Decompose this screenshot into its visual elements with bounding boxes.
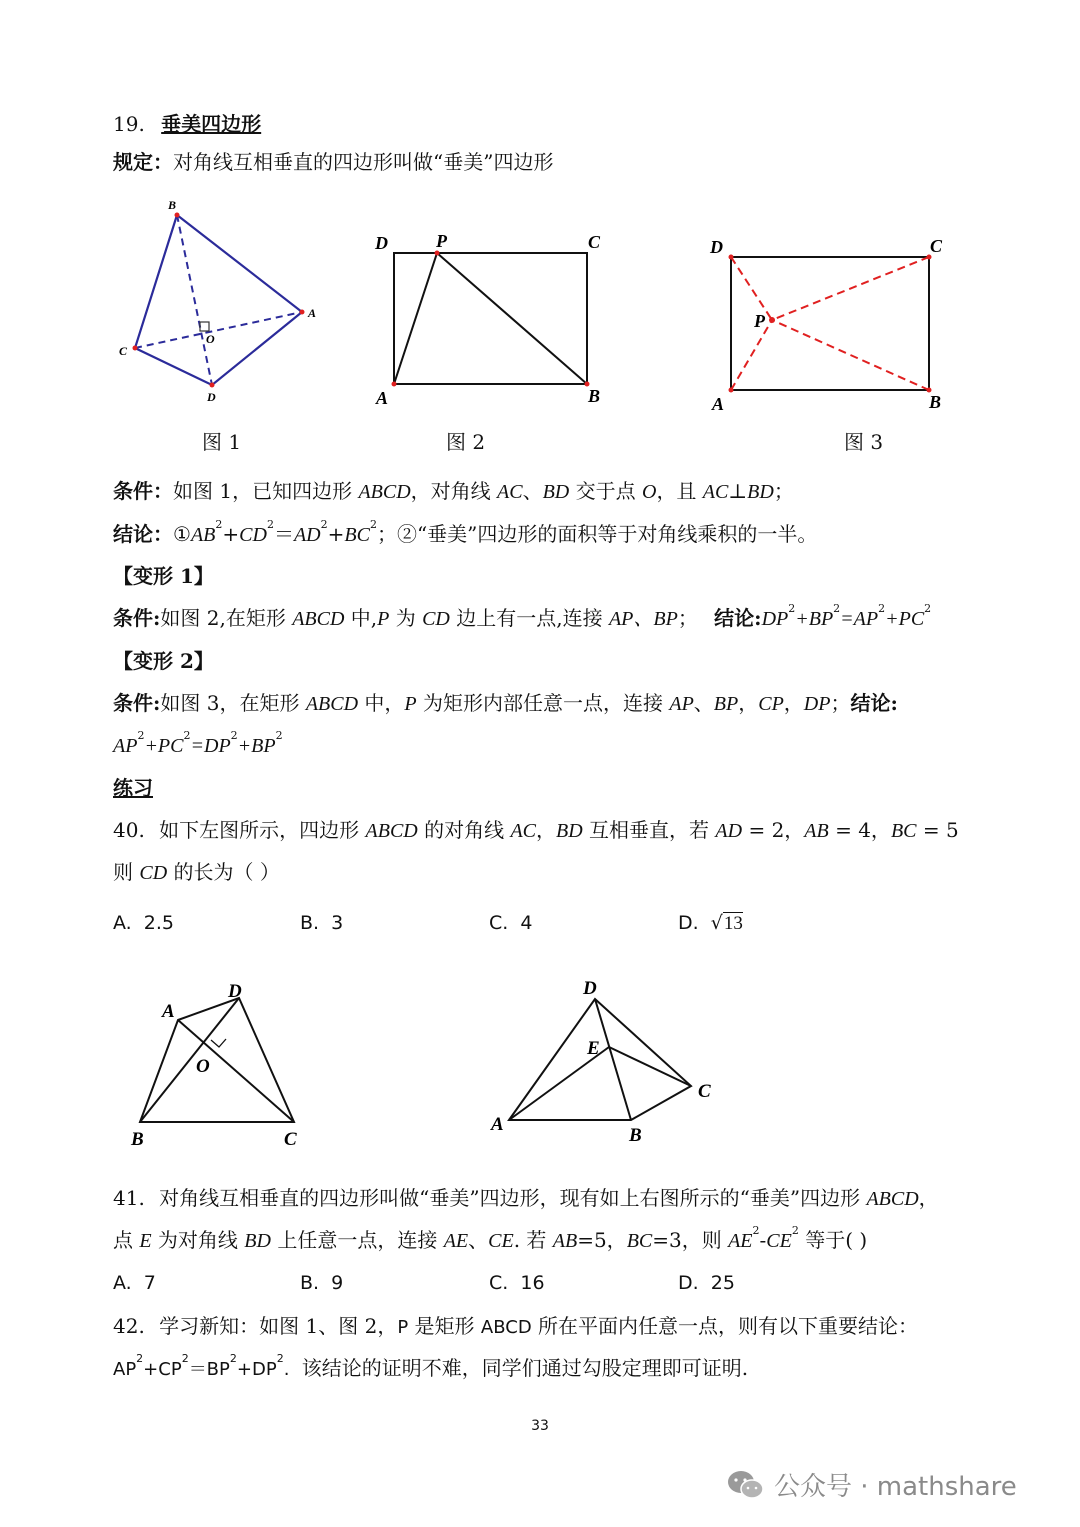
- variant2-var: BP: [713, 693, 739, 715]
- fig3-label-a: A: [712, 394, 725, 414]
- variant1-text: 为: [389, 606, 423, 630]
- watermark: [726, 1466, 1017, 1503]
- q41-text: =3，则: [652, 1228, 729, 1252]
- variant1-var: AP、BP: [608, 608, 678, 630]
- exponent: 2: [229, 1352, 237, 1365]
- exponent: 2: [137, 729, 145, 742]
- q42-text: 所在平面内任意一点，则有以下重要结论：: [531, 1314, 919, 1338]
- q41-text: 对角线互相垂直的四边形叫做“垂美”四边形，现有如上右图所示的“垂美”四边形: [159, 1186, 867, 1210]
- figure-2: [370, 225, 610, 415]
- exponent: 2: [230, 729, 238, 742]
- condition-var: AC⊥BD: [702, 481, 774, 503]
- q40-text: = 5: [916, 818, 959, 842]
- q41-var: CE: [766, 1230, 792, 1252]
- variant2-var: CP: [758, 693, 784, 715]
- q40-label-d: D: [228, 981, 242, 1002]
- condition-text: 如图 1，已知四边形: [173, 479, 359, 503]
- q41-option-a[interactable]: A. 7: [113, 1272, 156, 1294]
- question-number: 42.: [113, 1314, 145, 1338]
- q41-text: =5，: [577, 1228, 627, 1252]
- fig1-quad: [135, 215, 302, 385]
- q40-text: 则: [113, 860, 140, 884]
- fig2-label-b: B: [588, 386, 601, 406]
- fig2-segment-pb: [437, 253, 587, 384]
- condition-var: O: [641, 481, 657, 503]
- exponent: 2: [878, 602, 886, 615]
- variant1-conclusion-label: 结论:: [714, 606, 762, 630]
- formula-term: +PC: [144, 735, 184, 757]
- q40-label-o: O: [196, 1056, 210, 1077]
- q41-segment-ce: [609, 1047, 691, 1086]
- q41-line2: [113, 1226, 867, 1255]
- q41-var: ABCD: [866, 1188, 919, 1210]
- wechat-icon: [726, 1468, 766, 1502]
- variant2-text: 如图 3，在矩形: [160, 691, 306, 715]
- q41-label-e: E: [587, 1038, 600, 1059]
- q41-text: 点: [113, 1228, 140, 1252]
- variant2-label: 条件:: [113, 691, 161, 715]
- condition-var: AC: [497, 481, 523, 503]
- fig1-label-c: C: [119, 344, 128, 358]
- q40-right-angle-mark: [211, 1039, 226, 1047]
- exponent: 2: [266, 518, 274, 531]
- formula-term: +PC: [885, 608, 925, 630]
- q41-text: 、: [468, 1228, 489, 1252]
- variant2-heading: 【变形 2】: [113, 649, 214, 673]
- q41-var: AE: [443, 1230, 469, 1252]
- q40-var: ABCD: [365, 820, 418, 842]
- fig1-right-angle-mark: [200, 322, 209, 331]
- variant1-text: 如图 2,在矩形: [160, 606, 293, 630]
- fig1-label-a: A: [308, 306, 317, 320]
- fig3-label-p: P: [754, 311, 765, 331]
- q40-option-c[interactable]: C. 4: [489, 912, 533, 934]
- condition-label: 条件：: [113, 479, 173, 503]
- q40-text: = 4，: [828, 818, 891, 842]
- q40-label-c: C: [284, 1129, 297, 1150]
- exponent: 2: [276, 1352, 284, 1365]
- exponent: 2: [275, 729, 283, 742]
- fig1-diagonal-bd: [177, 215, 212, 385]
- q41-label-a: A: [491, 1114, 504, 1135]
- exponent: 2: [924, 602, 932, 615]
- page-number: 33: [531, 1418, 549, 1434]
- fig2-label-p: P: [436, 231, 447, 251]
- definition-label: 规定：: [113, 150, 173, 174]
- q41-var: AE: [728, 1230, 753, 1252]
- variant1-text: 中,: [344, 606, 378, 630]
- formula-term: CD: [239, 524, 267, 546]
- formula-op: ＝: [273, 522, 294, 546]
- variant2-text: 中，: [358, 691, 405, 715]
- q40-option-b[interactable]: B. 3: [300, 912, 344, 934]
- condition-text: ，且: [656, 479, 703, 503]
- fig2-caption: 图 2: [446, 430, 486, 454]
- q41-text: 为对角线: [151, 1228, 245, 1252]
- q40-var: CD: [139, 862, 168, 884]
- q40-label-a: A: [162, 1001, 175, 1022]
- q40-text: ，: [536, 818, 557, 842]
- variant2-text: ，: [783, 691, 804, 715]
- condition-text: ；: [773, 479, 794, 503]
- q42-var: ABCD: [480, 1317, 532, 1338]
- q41-text: 上任意一点，连接: [270, 1228, 444, 1252]
- fig3-label-c: C: [930, 236, 943, 256]
- variant1-text: 边上有一点,连接: [449, 606, 609, 630]
- fig3-segment-bp: [772, 320, 929, 390]
- variant1-heading: 【变形 1】: [113, 564, 214, 588]
- exponent: 2: [788, 602, 796, 615]
- q41-label-c: C: [698, 1081, 711, 1102]
- fig2-rectangle: [394, 253, 587, 384]
- q40-var: AD: [715, 820, 743, 842]
- fig3-segment-ap: [731, 320, 772, 390]
- exponent: 2: [183, 729, 191, 742]
- section-number: 19.: [113, 112, 145, 136]
- q40-text: 的长为（ ）: [167, 860, 280, 884]
- variant2-formula: [113, 731, 283, 760]
- variant2-var: P: [404, 693, 417, 715]
- q41-text: . 若: [513, 1228, 553, 1252]
- q40-figure: [120, 975, 320, 1150]
- q42-text: 学习新知：如图 1、图 2，: [159, 1314, 398, 1338]
- formula-term: +CP: [143, 1359, 182, 1380]
- exponent: 2: [369, 518, 377, 531]
- fig1-label-d: D: [207, 390, 216, 404]
- variant1-var: CD: [422, 608, 450, 630]
- variant2-text: 为矩形内部任意一点，连接: [416, 691, 670, 715]
- exponent: 2: [752, 1224, 760, 1237]
- exponent: 2: [181, 1352, 189, 1365]
- formula-term: AD: [293, 524, 321, 546]
- q40-option-d[interactable]: D. √13: [678, 912, 743, 934]
- q41-var: AB: [552, 1230, 578, 1252]
- q41-var: CE: [488, 1230, 514, 1252]
- q40-line2: [113, 858, 280, 887]
- condition-text: 、: [522, 479, 543, 503]
- q41-text: 等于( ): [798, 1228, 868, 1252]
- q41-line1: [113, 1184, 939, 1213]
- conclusion-label: 结论：: [113, 522, 173, 546]
- definition: [113, 148, 553, 176]
- exponent: 2: [791, 1224, 799, 1237]
- q42-text: 是矩形: [408, 1314, 481, 1338]
- section-title: 垂美四边形: [161, 112, 262, 136]
- formula-op: +: [327, 522, 345, 546]
- variant1-line: [113, 604, 931, 633]
- variant1-label: 条件:: [113, 606, 161, 630]
- formula-term: ＝BP: [188, 1359, 230, 1380]
- q40-label-b: B: [131, 1129, 144, 1150]
- exponent: 2: [215, 518, 223, 531]
- fig2-label-c: C: [588, 232, 601, 252]
- variant2-var: DP: [803, 693, 831, 715]
- formula-term: .: [283, 1359, 290, 1380]
- conclusion-text: ①: [173, 522, 191, 546]
- fig2-segment-ap: [394, 253, 437, 384]
- condition-line: [113, 477, 794, 506]
- exponent: 2: [136, 1352, 144, 1365]
- q41-text: ，: [918, 1186, 939, 1210]
- practice-heading: 练习: [113, 776, 153, 800]
- conclusion-text: ；: [376, 522, 397, 546]
- q41-option-b[interactable]: B. 9: [300, 1272, 344, 1294]
- figure-3: [700, 228, 960, 423]
- q41-label-d: D: [583, 978, 597, 999]
- fig2-label-d: D: [375, 233, 388, 253]
- variant2-var: AP: [669, 693, 694, 715]
- q40-var: AB: [804, 820, 829, 842]
- question-number: 40.: [113, 818, 145, 842]
- condition-var: ABCD: [358, 481, 411, 503]
- variant1-var: ABCD: [292, 608, 345, 630]
- q40-text: 的对角线: [417, 818, 511, 842]
- q41-var: BD: [244, 1230, 271, 1252]
- q41-option-c[interactable]: C. 16: [489, 1272, 545, 1294]
- fig1-label-b: B: [168, 198, 177, 212]
- condition-text: ，对角线: [410, 479, 498, 503]
- exponent: 2: [833, 602, 841, 615]
- q41-label-b: B: [629, 1125, 642, 1146]
- formula-term: BC: [344, 524, 370, 546]
- variant1-text: ；: [677, 606, 698, 630]
- formula-term: AP: [113, 735, 138, 757]
- definition-text: 对角线互相垂直的四边形叫做“垂美”四边形: [173, 150, 554, 174]
- q40-var: BC: [890, 820, 917, 842]
- formula-term: AB: [190, 524, 216, 546]
- variant2-conclusion-label: 结论:: [850, 691, 898, 715]
- formula-term: =AP: [840, 608, 879, 630]
- watermark-text: 公众号 · mathshare: [774, 1472, 1017, 1502]
- q41-option-d[interactable]: D. 25: [678, 1272, 735, 1294]
- q40-var: AC: [510, 820, 537, 842]
- q40-text: 如下左图所示，四边形: [159, 818, 366, 842]
- figure-1: [110, 195, 330, 410]
- q41-figure: [485, 975, 725, 1150]
- fig3-label-b: B: [929, 392, 942, 412]
- q40-option-a[interactable]: A. 2.5: [113, 912, 175, 934]
- q40-line1: [113, 816, 959, 845]
- question-number: 41.: [113, 1186, 145, 1210]
- q42-text: 该结论的证明不难，同学们通过勾股定理即可证明.: [301, 1356, 749, 1380]
- fig3-caption: 图 3: [844, 430, 884, 454]
- fig3-label-d: D: [710, 237, 723, 257]
- formula-term: +BP: [237, 735, 276, 757]
- fig1-diagonal-ca: [135, 312, 302, 348]
- formula-op: +: [222, 522, 240, 546]
- condition-text: 交于点: [569, 479, 642, 503]
- sqrt-icon: √: [710, 912, 723, 934]
- q42-line1: [113, 1312, 918, 1342]
- fig3-segment-dp: [731, 257, 772, 320]
- section-heading: [113, 110, 261, 138]
- fig1-caption: 图 1: [202, 430, 242, 454]
- q42-line2: [113, 1354, 748, 1384]
- exponent: 2: [320, 518, 328, 531]
- formula-term: +BP: [795, 608, 834, 630]
- q41-var: E: [139, 1230, 152, 1252]
- q40-text: 互相垂直，若: [582, 818, 716, 842]
- variant2-text: 、: [693, 691, 714, 715]
- variant2-text: ；: [830, 691, 851, 715]
- formula-term: +DP: [236, 1359, 277, 1380]
- conclusion-text: “垂美”四边形的面积等于对角线乘积的一半。: [416, 522, 818, 546]
- fig1-label-o: O: [206, 332, 215, 346]
- q40-var: BD: [556, 820, 583, 842]
- formula-term: AP: [113, 1359, 137, 1380]
- conclusion-text: ②: [396, 522, 417, 546]
- q41-text: -: [759, 1228, 767, 1252]
- variant1-var: P: [377, 608, 390, 630]
- q41-diagonal-bd: [595, 999, 631, 1120]
- formula-term: =DP: [190, 735, 231, 757]
- variant2-text: ，: [738, 691, 759, 715]
- variant2-line: [113, 689, 898, 718]
- condition-var: BD: [542, 481, 570, 503]
- conclusion-line: [113, 520, 817, 549]
- variant2-var: ABCD: [305, 693, 359, 715]
- fig3-segment-cp: [772, 257, 929, 320]
- formula-term: DP: [761, 608, 789, 630]
- q40-text: = 2，: [742, 818, 805, 842]
- fig2-label-a: A: [376, 388, 389, 408]
- q42-var: P: [397, 1317, 409, 1338]
- q41-var: BC: [626, 1230, 653, 1252]
